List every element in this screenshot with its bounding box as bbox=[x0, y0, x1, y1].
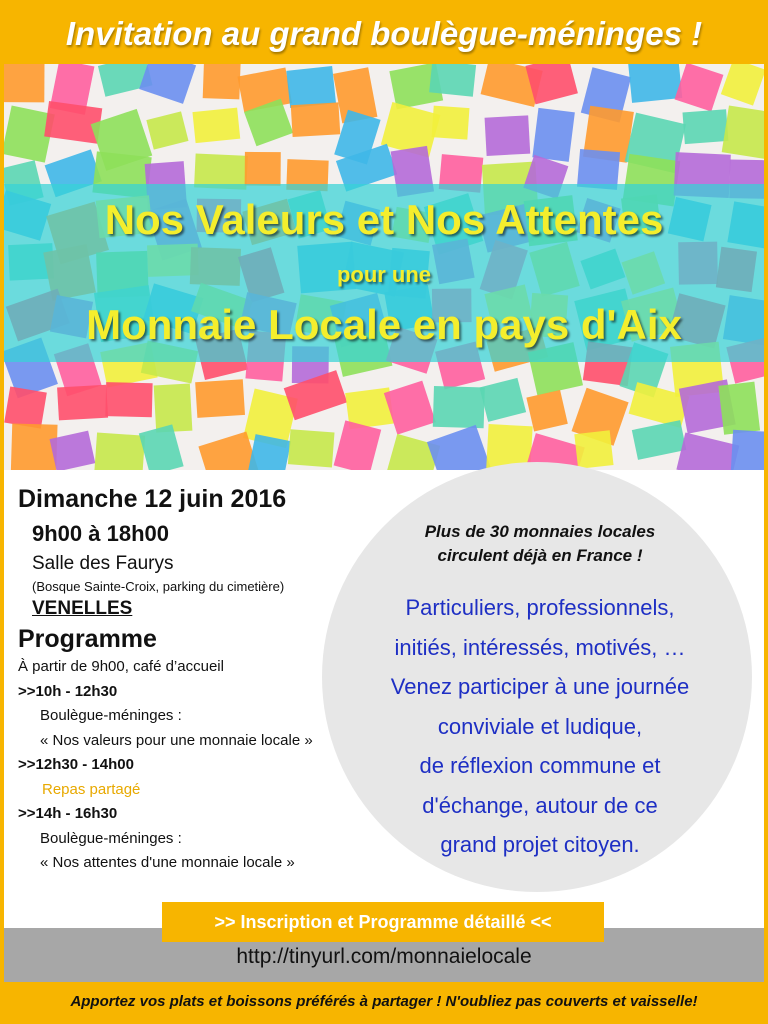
title-connector: pour une bbox=[336, 262, 432, 287]
sticky-note bbox=[432, 106, 470, 140]
circle-body-line: Venez participer à une journée bbox=[390, 674, 690, 699]
sticky-note bbox=[731, 430, 764, 470]
event-city: VENELLES bbox=[32, 598, 133, 619]
programme-title: Programme bbox=[18, 625, 157, 653]
circle-body-line: d'échange, autour de ce bbox=[422, 792, 658, 818]
sticky-note bbox=[192, 108, 240, 144]
sticky-note bbox=[105, 382, 152, 417]
sticky-note bbox=[675, 64, 724, 112]
circle-heading-line-2: circulent déjà en France ! bbox=[437, 546, 643, 565]
sticky-note bbox=[721, 64, 764, 106]
bottom-banner bbox=[4, 982, 764, 1020]
circle-heading-line-1: Plus de 30 monnaies locales bbox=[424, 522, 656, 541]
sticky-note bbox=[526, 390, 567, 432]
registration-link[interactable]: http://tinyurl.com/monnaielocale bbox=[236, 945, 532, 968]
event-venue: Salle des Faurys bbox=[32, 553, 174, 574]
sticky-note bbox=[94, 432, 146, 470]
sticky-note bbox=[532, 108, 575, 162]
circle-body-line: initiés, intéressés, motivés, … bbox=[394, 634, 686, 660]
sticky-note bbox=[11, 423, 58, 470]
sticky-note bbox=[154, 384, 193, 433]
invitation-heading: Invitation au grand boulègue-méninges ! bbox=[65, 15, 703, 52]
footer-note: Apportez vos plats et boissons préférés à partager ! N'oubliez pas couverts et vaisselle! bbox=[70, 992, 698, 1010]
programme-line: « Nos attentes d'une monnaie locale » bbox=[40, 854, 295, 871]
sticky-note bbox=[291, 102, 341, 137]
sticky-note bbox=[718, 382, 760, 435]
programme-time-slot: >>12h30 - 14h00 bbox=[18, 756, 134, 773]
sticky-note bbox=[479, 378, 526, 422]
programme-line: « Nos valeurs pour une monnaie locale » bbox=[40, 731, 313, 749]
sticky-note bbox=[722, 105, 764, 159]
sticky-note bbox=[4, 64, 45, 102]
circle-body-line: grand projet citoyen. bbox=[440, 832, 640, 857]
sticky-note bbox=[245, 152, 281, 186]
sticky-note bbox=[203, 64, 241, 99]
programme-time-slot: >>14h - 16h30 bbox=[18, 805, 118, 822]
venue-note: (Bosque Sainte-Croix, parking du cimetière) bbox=[32, 579, 285, 594]
sticky-note bbox=[427, 425, 491, 470]
registration-label: >> Inscription et Programme détaillé << bbox=[162, 902, 604, 942]
circle-body-line: de réflexion commune et bbox=[419, 753, 661, 778]
sticky-note bbox=[632, 420, 686, 460]
sticky-note bbox=[4, 387, 47, 429]
sticky-note bbox=[682, 109, 728, 144]
sticky-note bbox=[429, 64, 476, 97]
sticky-note bbox=[628, 64, 683, 103]
sticky-note bbox=[384, 381, 436, 435]
top-banner bbox=[4, 4, 764, 64]
main-subtitle: Monnaie Locale en pays d'Aix bbox=[86, 301, 682, 348]
sticky-note bbox=[433, 386, 485, 428]
sticky-note bbox=[139, 64, 196, 104]
event-date: Dimanche 12 juin 2016 bbox=[18, 485, 287, 513]
sticky-note bbox=[44, 101, 102, 144]
programme-line: Boulègue-méninges : bbox=[40, 829, 182, 847]
sticky-note bbox=[574, 430, 613, 469]
sticky-note bbox=[288, 429, 335, 467]
circle-body-line: Particuliers, professionnels, bbox=[405, 595, 675, 620]
programme-line: Boulègue-méninges : bbox=[40, 707, 182, 724]
event-details bbox=[18, 483, 378, 876]
sticky-note bbox=[286, 66, 336, 108]
sticky-note bbox=[195, 379, 245, 418]
sticky-note bbox=[485, 115, 531, 156]
main-title: Nos Valeurs et Nos Attentes bbox=[104, 196, 664, 243]
circle-body bbox=[340, 588, 740, 865]
circle-body-line: conviviale et ludique, bbox=[437, 713, 643, 739]
programme-time-slot: >>10h - 12h30 bbox=[18, 682, 118, 700]
programme-line: À partir de 9h00, café d’accueil bbox=[18, 658, 224, 675]
sticky-note bbox=[146, 111, 188, 149]
sticky-note bbox=[676, 433, 739, 471]
sticky-note bbox=[57, 385, 108, 421]
event-time: 9h00 à 18h00 bbox=[32, 521, 169, 546]
sticky-note bbox=[334, 420, 382, 470]
programme-meal: Repas partagé bbox=[42, 780, 141, 798]
circle-heading bbox=[370, 520, 710, 568]
